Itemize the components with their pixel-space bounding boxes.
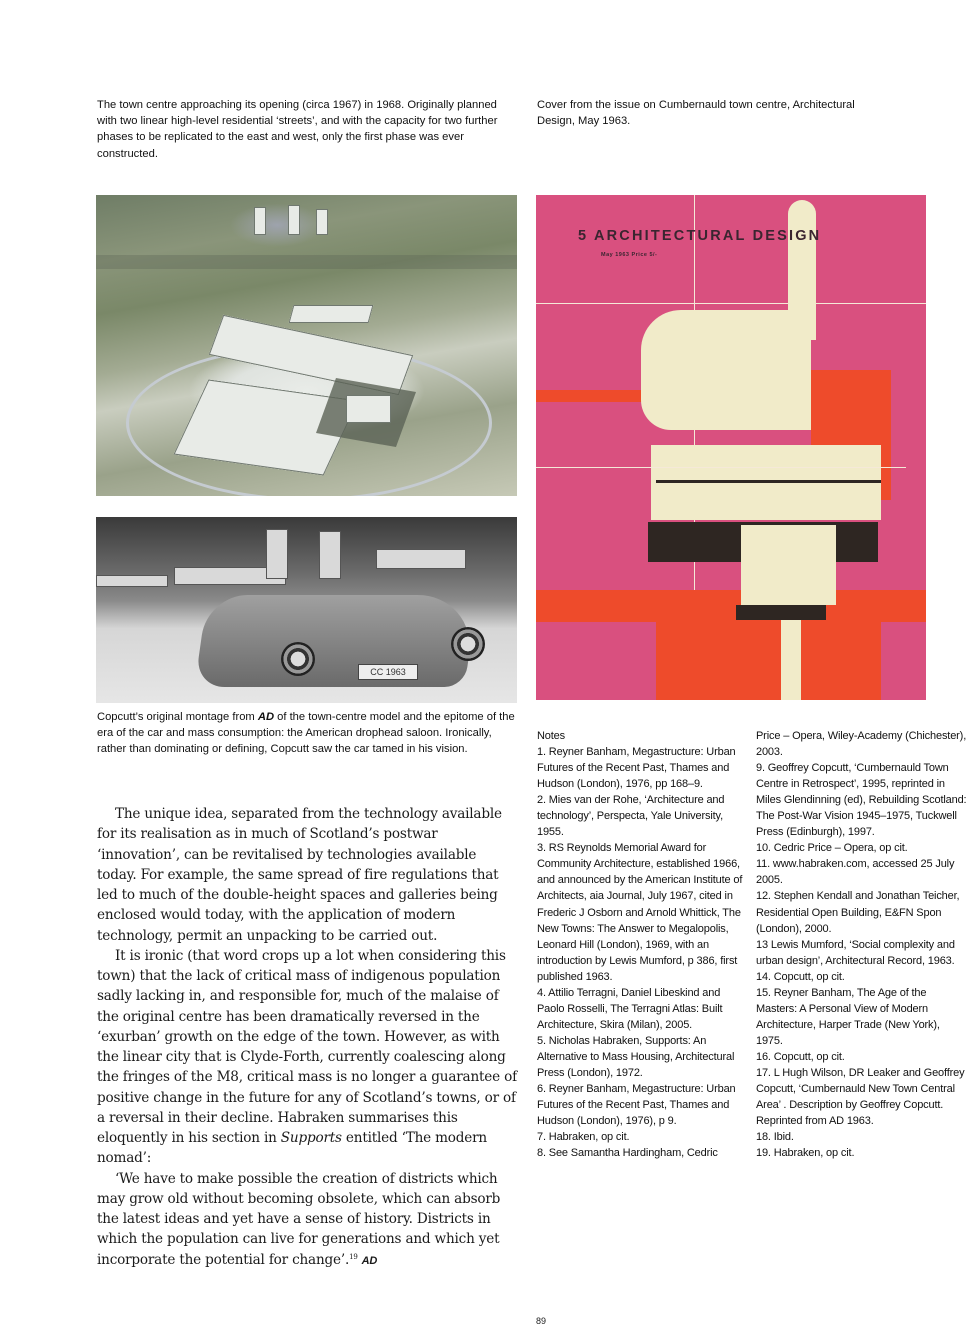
note-item: Price – Opera, Wiley-Academy (Chichester), 2003. [756,730,967,759]
ad-logo-icon: AD [257,711,275,723]
notes-heading: Notes [537,730,565,742]
note-item: 13 Lewis Mumford, ‘Social complexity and urban design’, Architectural Record, 1963. [756,938,955,967]
book-title-supports: Supports [280,1130,342,1146]
notes-column-right [756,728,968,1161]
cover-masthead: 5 ARCHITECTURAL DESIGN [578,228,822,244]
note-item: 4. Attilio Terragni, Daniel Libeskind and Paolo Rosselli, The Terragni Atlas: Built Architecture, Skira (Milan), 2005. [537,986,723,1031]
note-item: 14. Copcutt, op cit. [756,970,845,983]
footnote-reference: 19 [349,1252,358,1261]
article-body [97,804,519,1271]
car-shape [195,595,478,687]
note-item: 18. Ibid. [756,1131,794,1144]
note-item: 3. RS Reynolds Memorial Award for Community Architecture, established 1966, and announced by the American Institute of Architects, aia Journal, July 1967, cited in Frederic J Osborn and Arnold Whittick, The New Towns: The Answer to Megalopolis, Leonard Hill (London), 1969, with an introduction by Lewis Mumford, p 386, first published 1963. [537,842,743,983]
car-tail-light [451,627,485,661]
note-item: 10. Cedric Price – Opera, op cit. [756,842,908,855]
notes-column-left [537,728,749,1161]
body-quote-paragraph: ‘We have to make possible the creation of districts which may grow old without becoming obsolete, which can absorb the latest ideas and yet have a sense of history. Districts in which the population can live for generations and which yet incorporate the potential for change’.$^{19}$ AD [97,1170,501,1268]
note-item: 11. www.habraken.com, accessed 25 July 2005. [756,858,955,887]
note-item: 7. Habraken, op cit. [537,1131,630,1144]
note-item: 5. Nicholas Habraken, Supports: An Alternative to Mass Housing, Architectural Press (London), 1972. [537,1034,735,1079]
license-plate: CC 1963 [358,664,418,680]
note-item: 12. Stephen Kendall and Jonathan Teicher, Residential Open Building, E&FN Spon (London), 2000. [756,890,960,935]
note-item: 2. Mies van der Rohe, ‘Architecture and technology’, Perspecta, Yale University, 1955. [537,794,725,839]
magazine-cover-architectural-design [536,195,926,700]
aerial-photo-town-centre [96,195,517,496]
note-item: 8. See Samantha Hardingham, Cedric [537,1147,718,1160]
caption-aerial-photo: The town centre approaching its opening (circa 1967) in 1968. Originally planned with two linear high-level residential ‘streets’, and with the capacity for two further phases to be replicated to the east and west, only the first phase was ever constructed. [97,99,498,160]
note-item: 16. Copcutt, op cit. [756,1050,845,1063]
caption-montage: Copcutt’s original montage from AD of the town-centre model and the epitome of the era of the car and mass consumption: the American drophead saloon. Ironically, rather than dominating or defining, Copcutt saw the car tamed in his vision. [97,711,515,756]
cover-issue-line: May 1963 Price 5/- [601,252,658,258]
page-number: 89 [535,1316,546,1326]
caption-magazine-cover: Cover from the issue on Cumbernauld town centre, Architectural Design, May 1963. [537,99,855,128]
note-item: 17. L Hugh Wilson, DR Leaker and Geoffrey Copcutt, ‘Cumbernauld New Town Central Area’ . Description by Geoffrey Copcutt. Reprinted from AD 1963. [756,1066,965,1128]
note-item: 15. Reyner Banham, The Age of the Masters: A Personal View of Modern Architecture, Harper Trade (New York), 1975. [756,986,940,1047]
note-item: 19. Habraken, op cit. [756,1147,855,1160]
note-item: 1. Reyner Banham, Megastructure: Urban Futures of the Recent Past, Thames and Hudson (London), 1976, pp 168–9. [537,746,736,791]
montage-photo-car-and-model [96,517,517,703]
body-paragraph: The unique idea, separated from the technology available for its realisation as in much of Scotland’s postwar ‘innovation’, can be revitalised by technologies available today. For example, the same spread of fire regulations that led to much of the double-height spaces and galleries being enclosed would today, with the application of modern technology, permit an unpacking to be carried out. [97,806,502,944]
note-item: 9. Geoffrey Copcutt, ‘Cumbernauld Town Centre in Retrospect’, 1995, reprinted in Miles Glendinning (ed), Rebuilding Scotland: The Post-War Vision 1945–1975, Tuckwell Press (Edinburgh), 1997. [756,762,967,839]
note-item: 6. Reyner Banham, Megastructure: Urban Futures of the Recent Past, Thames and Hudson (London), 1976), p 9. [537,1083,736,1128]
car-tail-light [281,642,315,676]
ad-end-mark-icon: AD [361,1254,378,1267]
body-paragraph: It is ironic (that word crops up a lot when considering this town) that the lack of critical mass of indigenous population sadly lacking in, and responsible for, much of the malaise of the original centre has been dramatically reversed in the ‘exurban’ growth on the edge of the town. However, as with the linear city that is Clyde-Forth, currently coalescing along the fringes of the M8, critical mass is no longer a guarantee of positive change in the future for any of Scotland’s towns, or of a reversal in their decline. Habraken summarises this eloquently in his section in Supports entitled ‘The modern nomad’: [97,947,517,1167]
